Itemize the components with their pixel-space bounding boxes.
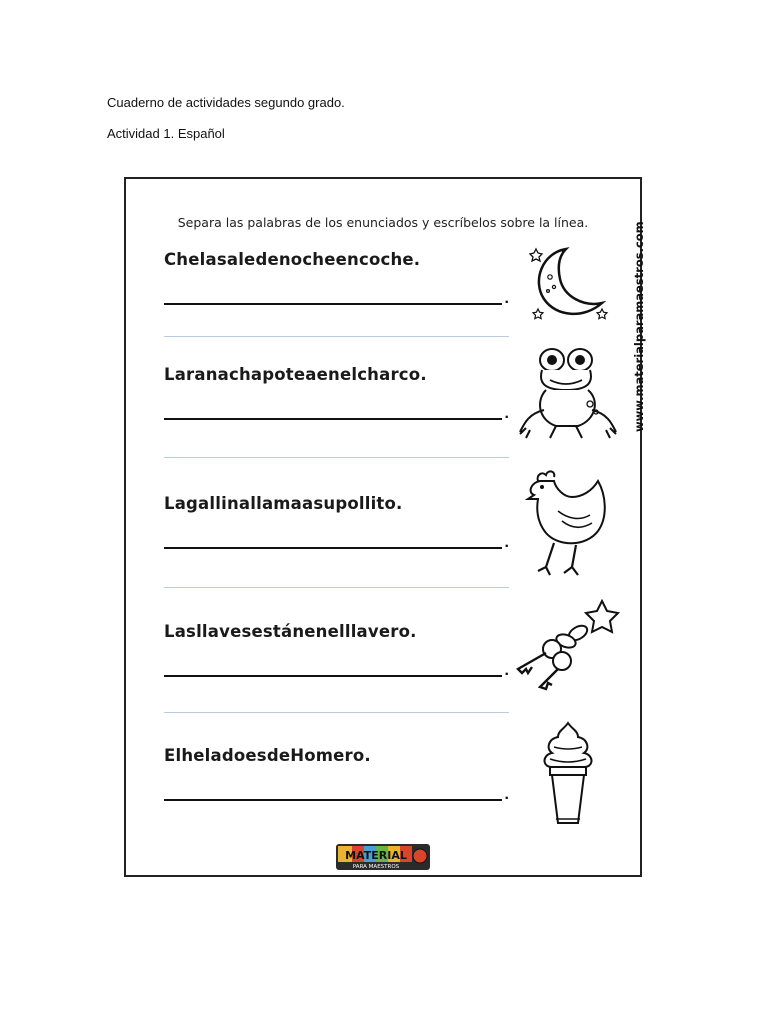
separator-line — [164, 712, 509, 713]
material-para-maestros-logo — [336, 843, 430, 871]
exercise-sentence: Laranachapoteaenelcharco. — [164, 365, 427, 384]
answer-line[interactable] — [164, 406, 502, 420]
exercise-sentence: Lagallinallamaasupollito. — [164, 494, 403, 513]
worksheet — [124, 177, 646, 877]
answer-line[interactable] — [164, 535, 502, 549]
logo-subtitle: PARA MAESTROS — [352, 864, 400, 870]
answer-line[interactable] — [164, 663, 502, 677]
exercise-sentence: Chelasaledenocheencoche. — [164, 250, 421, 269]
hen-icon — [524, 467, 614, 585]
separator-line — [164, 457, 509, 458]
exercise-sentence: ElheladoesdeHomero. — [164, 746, 371, 765]
exercise-item — [164, 494, 509, 549]
page-header-activity: Actividad 1. Español — [107, 126, 225, 141]
keys-icon — [512, 597, 622, 693]
exercise-item — [164, 365, 509, 420]
watermark-text: www.materialparamaestros.com — [632, 221, 646, 432]
answer-line[interactable] — [164, 787, 502, 801]
answer-line[interactable] — [164, 291, 502, 305]
frog-icon — [516, 344, 620, 444]
exercise-item — [164, 746, 509, 801]
exercise-item — [164, 622, 509, 677]
moon-icon — [520, 241, 616, 327]
page-header-title: Cuaderno de actividades segundo grado. — [107, 95, 345, 110]
exercise-item — [164, 250, 509, 305]
worksheet-instruction: Separa las palabras de los enunciados y escríbelos sobre la línea. — [177, 215, 589, 230]
separator-line — [164, 587, 509, 588]
exercise-sentence: Lasllavesestánenelllavero. — [164, 622, 417, 641]
separator-line — [164, 336, 509, 337]
ice-cream-icon — [536, 719, 600, 831]
logo-title: MATERIAL — [345, 849, 407, 862]
